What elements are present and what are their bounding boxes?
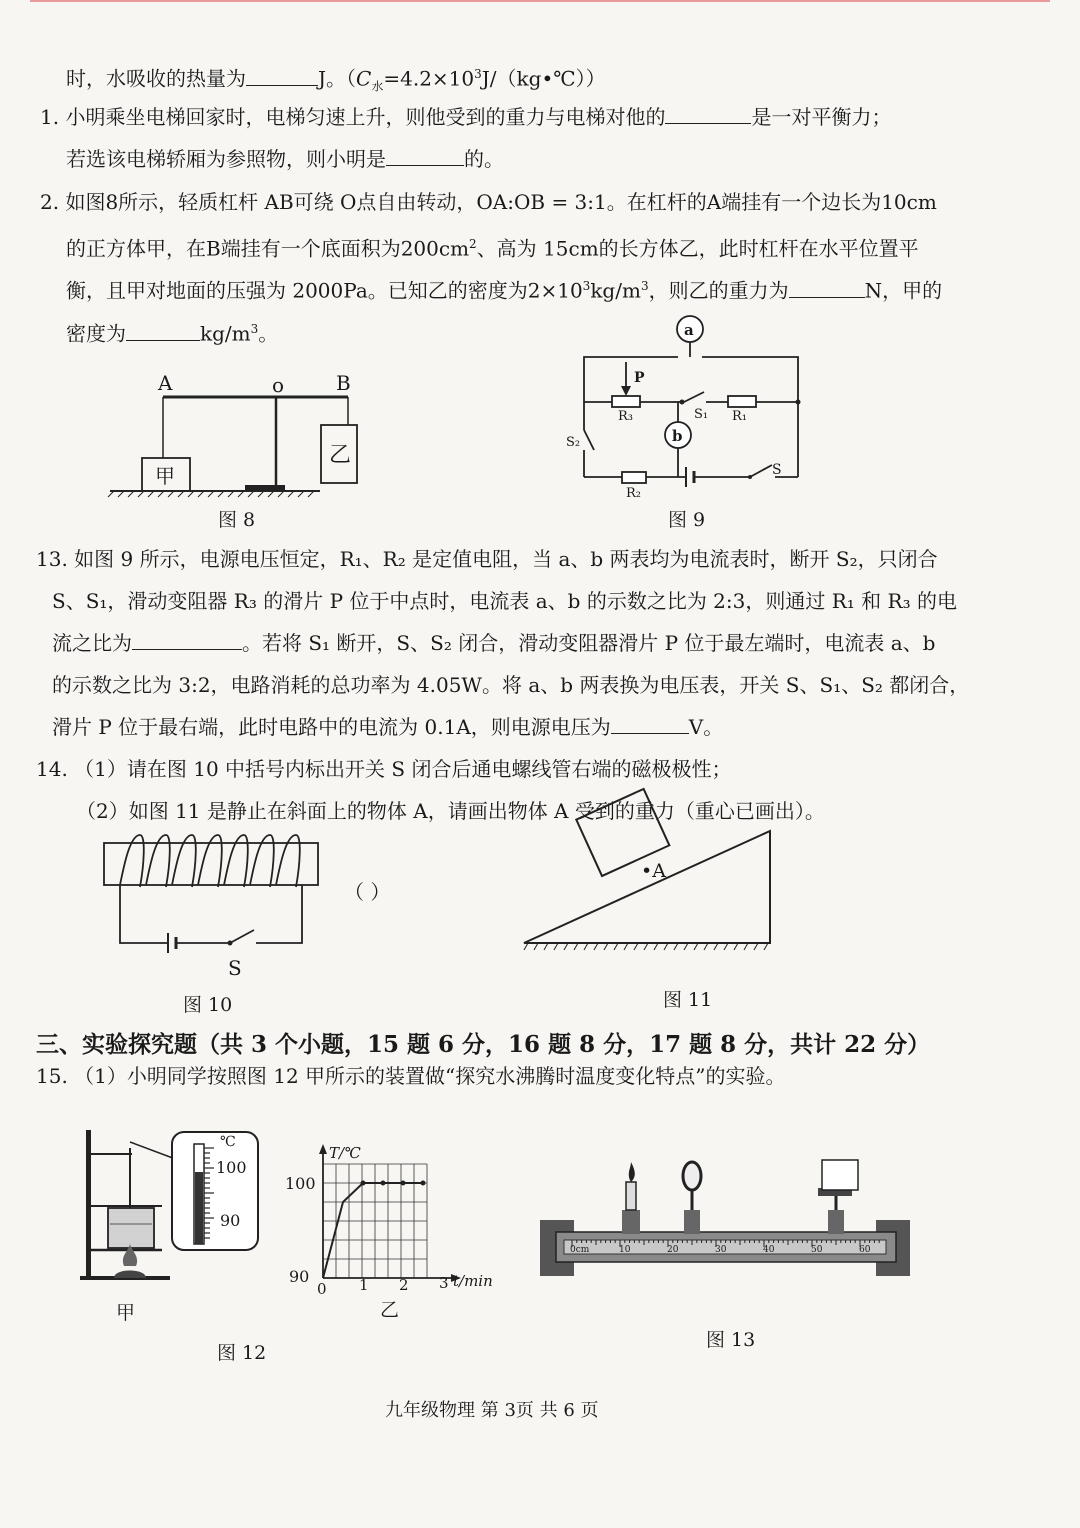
switch-s (750, 465, 772, 477)
line-11 (52, 713, 723, 741)
candle-holder (622, 1210, 640, 1234)
label-meter-b: b (672, 427, 683, 445)
x-axis-label: t/min (453, 1272, 493, 1290)
y-axis-label: T/℃ (329, 1144, 361, 1162)
line-10: 的示数之比为 3:2，电路消耗的总功率为 4.05W。将 a、b 两表换为电压表，开关 S、S₁、S₂ 都闭合， (52, 673, 970, 697)
label-r2: R₂ (626, 486, 641, 501)
scale-60: 60 (859, 1245, 871, 1255)
line-12: 14. （1）请在图 10 中括号内标出开关 S 闭合后通电螺线管右端的磁极极性； (36, 757, 732, 781)
resistor-r1 (728, 396, 756, 407)
page-top-border (30, 0, 1050, 2)
scale-10: 10 (619, 1245, 631, 1255)
line-2 (66, 145, 504, 173)
answer-blank[interactable] (386, 145, 464, 166)
text: 。若将 S₁ 断开，S、S₂ 闭合，滑动变阻器滑片 P 位于最左端时，电流表 a、b (242, 631, 936, 655)
page-footer: 九年级物理 第 3页 共 6 页 (385, 1400, 599, 1421)
line-15: 15. （1）小明同学按照图 12 甲所示的装置做“探究水沸腾时温度变化特点”的实验。 (36, 1064, 786, 1088)
text: kg/m (200, 321, 251, 346)
figure-9-circuit (560, 312, 820, 507)
fulcrum-base (245, 485, 285, 491)
text: V。 (688, 715, 724, 739)
callout-line (130, 1142, 178, 1160)
pole-answer-brackets[interactable]: （ ） (344, 880, 391, 904)
label-s: S (772, 462, 782, 478)
y-tick-100: 100 (285, 1174, 316, 1193)
scale-0cm: 0cm (570, 1245, 590, 1255)
line-8: S、S₁，滑动变阻器 R₃ 的滑片 P 位于中点时，电流表 a、b 的示数之比为 2:3，则通过 R₁ 和 R₃ 的电 (52, 589, 957, 613)
label-jia: 甲 (155, 464, 175, 488)
x-tick-0: 0 (317, 1280, 327, 1298)
switch-s2 (584, 430, 594, 450)
temperature-curve (323, 1183, 423, 1278)
answer-blank[interactable] (126, 320, 200, 341)
label-p: P (634, 370, 645, 386)
text: 3 (250, 322, 259, 336)
text: J/（kg•℃）） (481, 66, 606, 91)
junction (680, 400, 685, 405)
x-tick-1: 1 (359, 1276, 369, 1294)
text: C (356, 66, 372, 91)
candle-flame (629, 1162, 635, 1182)
answer-blank[interactable] (611, 713, 689, 734)
data-point (401, 1181, 406, 1186)
convex-lens (683, 1162, 701, 1190)
answer-blank[interactable] (132, 629, 242, 650)
text: 密度为 (66, 321, 126, 346)
text: 水 (371, 79, 384, 94)
tick-90: 90 (220, 1211, 241, 1230)
section-3-heading: 三、实验探究题（共 3 个小题，15 题 6 分，16 题 8 分，17 题 8 分，共计 22 分） (36, 1031, 931, 1058)
text: 滑片 P 位于最右端，此时电路中的电流为 0.1A，则电源电压为 (52, 715, 611, 739)
slider-arrow (621, 386, 631, 396)
text: 3 (640, 279, 649, 293)
caption-fig8: 图 8 (218, 509, 256, 531)
text: ，则乙的重力为 (648, 278, 789, 303)
label-b: B (336, 371, 351, 395)
line-3: 2. 如图8所示，轻质杠杆 AB可绕 O点自由转动，OA:OB = 3:1。在杠杆的A端挂有一个边长为10cm (40, 190, 937, 214)
caption-fig9: 图 9 (668, 509, 706, 531)
scale-50: 50 (811, 1245, 823, 1255)
light-screen (822, 1160, 858, 1190)
caption-fig13: 图 13 (706, 1329, 756, 1351)
data-point (361, 1181, 366, 1186)
y-axis-arrow (319, 1144, 327, 1154)
data-point (381, 1181, 386, 1186)
text: 1. 小明乘坐电梯回家时，电梯匀速上升，则他受到的重力与电梯对他的 (40, 105, 666, 129)
line-4 (66, 230, 919, 263)
x-tick-3: 3 (439, 1274, 449, 1292)
caption-jia: 甲 (116, 1302, 136, 1324)
text: 的正方体甲，在B端挂有一个底面积为200cm (66, 236, 470, 261)
beaker (108, 1208, 154, 1248)
text: 3 (582, 279, 591, 293)
answer-blank[interactable] (246, 65, 318, 86)
scale-20: 20 (667, 1245, 679, 1255)
switch-s1 (684, 392, 704, 402)
tick-100: 100 (216, 1158, 247, 1177)
figure-10-solenoid (100, 835, 430, 985)
thermometer-zoom-frame (172, 1132, 258, 1250)
text: =4.2×10 (383, 66, 475, 91)
wire-right (256, 885, 302, 943)
label-o: o (272, 373, 285, 397)
mercury-column (195, 1172, 203, 1244)
text: 的。 (464, 147, 504, 171)
text: 若选该电梯轿厢为参照物，则小明是 (66, 147, 386, 171)
text: 、高为 15cm的长方体乙，此时杠杆在水平位置平 (476, 236, 919, 261)
figure-12a-apparatus (80, 1128, 270, 1313)
x-tick-2: 2 (399, 1276, 409, 1294)
line-1 (40, 103, 891, 131)
switch-s (230, 930, 254, 943)
text: 时，水吸收的热量为 (66, 66, 246, 91)
screen-holder (828, 1210, 844, 1234)
circuit-wires (584, 357, 798, 477)
label-r3: R₃ (618, 409, 633, 424)
wire-left (120, 885, 168, 943)
label-r1: R₁ (732, 409, 747, 424)
line-7: 13. 如图 9 所示，电源电压恒定，R₁、R₂ 是定值电阻，当 a、b 两表均为电流表时，断开 S₂，只闭合 (36, 547, 938, 571)
ground-hatching (524, 943, 768, 950)
line-0 (66, 60, 606, 101)
resistor-r2 (622, 472, 646, 483)
label-a: A (158, 371, 173, 395)
resistor-r3 (612, 396, 640, 407)
text: 3 (474, 67, 482, 81)
data-point (421, 1181, 426, 1186)
figure-11-incline (520, 825, 780, 955)
line-13: （2）如图 11 是静止在斜面上的物体 A，请画出物体 A 受到的重力（重心已画出）。 (76, 799, 825, 823)
caption-fig12: 图 12 (217, 1342, 267, 1364)
caption-fig10: 图 10 (183, 994, 233, 1016)
switch-s-pivot (748, 475, 752, 479)
line-6 (66, 315, 278, 348)
text: N，甲的 (864, 278, 943, 303)
line-5 (66, 272, 942, 305)
text: 衡，且甲对地面的压强为 2000Pa。已知乙的密度为2×10 (66, 278, 583, 303)
line-9 (52, 629, 935, 657)
label-s2: S₂ (566, 435, 581, 450)
text: kg/m (590, 278, 641, 303)
y-tick-90: 90 (289, 1267, 310, 1286)
incline (524, 831, 770, 943)
text: 2 (469, 237, 477, 251)
caption-yi: 乙 (380, 1299, 400, 1321)
answer-blank[interactable] (789, 277, 865, 298)
text: 是一对平衡力； (751, 105, 892, 129)
lens-holder (684, 1210, 700, 1234)
junction (796, 400, 801, 405)
caption-fig11: 图 11 (663, 989, 713, 1011)
figure-8-lever (100, 370, 380, 500)
answer-blank[interactable] (665, 103, 751, 124)
label-meter-a: a (684, 321, 694, 339)
label-s: S (228, 956, 242, 980)
scale-30: 30 (715, 1245, 727, 1255)
figure-13-optical-bench (536, 1160, 921, 1280)
unit-celsius: ℃ (220, 1134, 236, 1150)
text: 流之比为 (52, 631, 132, 655)
text: 。 (258, 321, 279, 346)
figure-12b-chart (285, 1140, 505, 1310)
candle (626, 1182, 636, 1210)
text: J。（ (318, 66, 357, 91)
alcohol-lamp (114, 1271, 146, 1279)
iron-core (104, 843, 318, 885)
label-a: •A (641, 860, 666, 882)
label-yi: 乙 (329, 443, 352, 468)
label-s1: S₁ (694, 407, 709, 422)
scale-40: 40 (763, 1245, 775, 1255)
